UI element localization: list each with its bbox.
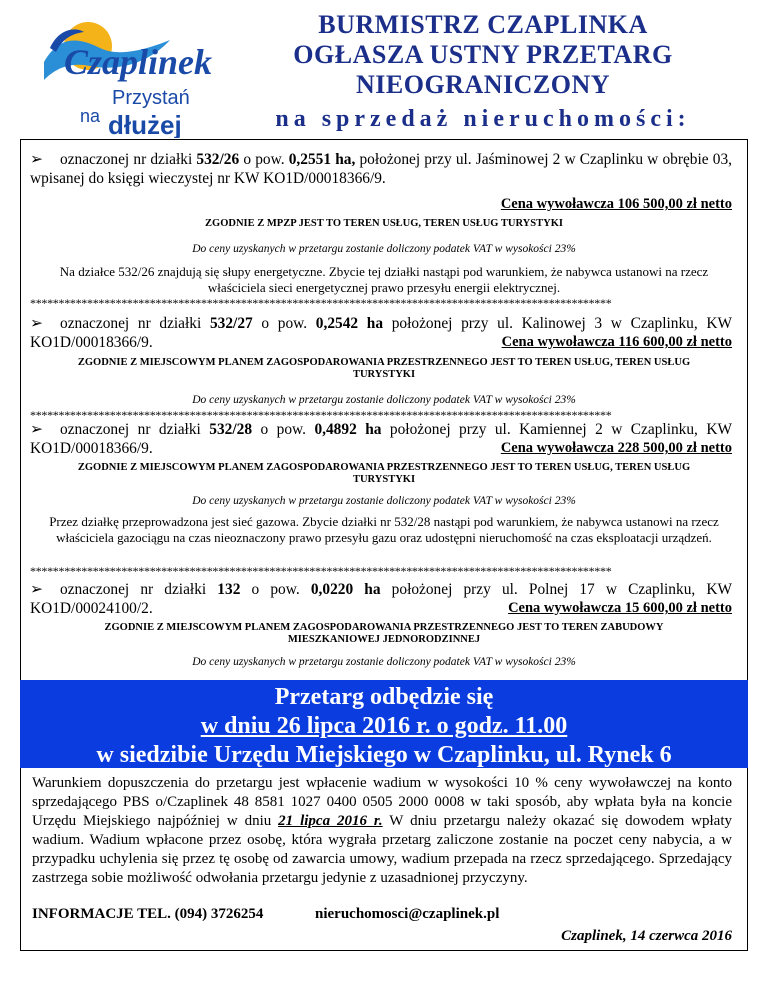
- vat-note: Do ceny uzyskanych w przetargu zostanie doliczony podatek VAT w wysokości 23%: [192, 656, 576, 668]
- starting-price: Cena wywoławcza 15 600,00 zł netto: [508, 600, 732, 616]
- svg-text:na: na: [80, 106, 101, 126]
- property-item-1: ➢ oznaczonej nr działki 532/26 o pow. 0,2551 ha, położonej przy ul. Jaśminowej 2 w Czaplinku w obrębie 03, wpisanej do księgi wieczystej nr KW KO1D/00018366/9.: [30, 151, 732, 187]
- banner-date: w dniu 26 lipca 2016 r. o godz. 11.00: [200, 713, 568, 739]
- plot-remark: Przez działkę przeprowadzona jest sieć gazowa. Zbycie działki nr 532/28 nastąpi pod warunkiem, że nabywca ustanowi na rzecz właściciela gazociągu na czas nieoznaczony prawo przesyłu gazu oraz udostępni nieruchomość na czas eksploatacji urządzeń.: [49, 514, 719, 545]
- separator: ******************************************************************************************************: [30, 566, 612, 576]
- deposit-deadline: 21 lipca 2016 r.: [278, 813, 383, 829]
- separator: ******************************************************************************************************: [30, 410, 612, 420]
- banner-location: w siedzibie Urzędu Miejskiego w Czaplinku, ul. Rynek 6: [96, 742, 672, 768]
- zoning-note: ZGODNIE Z MIEJSCOWYM PLANEM ZAGOSPODAROWANIA PRZESTRZENNEGO JEST TO TEREN ZABUDOWY MIESZKANIOWEJ JEDNORODZINNEJ: [104, 622, 664, 645]
- zoning-note: ZGODNIE Z MIEJSCOWYM PLANEM ZAGOSPODAROWANIA PRZESTRZENNEGO JEST TO TEREN USŁUG, TEREN USŁUG TURYSTYKI: [77, 357, 691, 380]
- contact-phone: INFORMACJE TEL. (094) 3726254: [32, 906, 264, 922]
- czaplinek-logo: [40, 18, 230, 138]
- vat-note: Do ceny uzyskanych w przetargu zostanie doliczony podatek VAT w wysokości 23%: [192, 495, 576, 507]
- logo-town-name: Czaplinek: [64, 42, 213, 82]
- heading-line-2: OGŁASZA USTNY PRZETARG: [293, 40, 673, 69]
- svg-text:dłużej: dłużej: [108, 110, 182, 138]
- vat-note: Do ceny uzyskanych w przetargu zostanie doliczony podatek VAT w wysokości 23%: [192, 243, 576, 255]
- zoning-note: ZGODNIE Z MIEJSCOWYM PLANEM ZAGOSPODAROWANIA PRZESTRZENNEGO JEST TO TEREN USŁUG, TEREN USŁUG TURYSTYKI: [77, 462, 691, 485]
- auction-date-banner: [20, 680, 748, 768]
- starting-price: Cena wywoławcza 106 500,00 zł netto: [500, 196, 732, 212]
- arrow-bullet-icon: ➢: [30, 151, 43, 168]
- arrow-bullet-icon: ➢: [30, 315, 43, 332]
- starting-price: Cena wywoławcza 116 600,00 zł netto: [501, 334, 732, 350]
- deposit-conditions: Warunkiem dopuszczenia do przetargu jest wpłacenie wadium w wysokości 10 % ceny wywoławczej na konto sprzedającego PBS o/Czaplinek 48 8581 1027 0400 0505 2000 0008 w taki sposób, aby wpłata była na koncie Urzędu Miejskiego najpóźniej w dniu 21 lipca 2016 r. W dniu przetargu należy okazać się dowodem wpłaty wadium. Wadium wpłacone przez osobę, która wygrała przetarg zaliczone zostanie na poczet ceny nabycia, a w przypadku uchylenia się przez tę osobę od zawarcia umowy, wadium przepada na rzecz sprzedającego. Sprzedający zastrzega sobie możliwość odwołania przetargu jedynie z uzasadnionej przyczyny.: [32, 775, 732, 886]
- arrow-bullet-icon: ➢: [30, 421, 43, 438]
- heading-line-3: NIEOGRANICZONY: [355, 70, 611, 99]
- contact-email[interactable]: nieruchomosci@czaplinek.pl: [315, 906, 500, 922]
- heading-subtitle: na sprzedaż nieruchomości:: [275, 106, 691, 132]
- plot-remark: Na działce 532/26 znajdują się słupy energetyczne. Zbycie tej działki nastąpi pod warunkiem, że nabywca ustanowi na rzecz właściciela sieci energetycznej prawo przesyłu energii elektrycznej.: [59, 264, 709, 295]
- property-item-4: ➢ oznaczonej nr działki 132 o pow. 0,0220 ha położonej przy ul. Polnej 17 w Czaplinku, KW KO1D/00024100/2.: [30, 581, 732, 617]
- separator: ******************************************************************************************************: [30, 298, 612, 308]
- vat-note: Do ceny uzyskanych w przetargu zostanie doliczony podatek VAT w wysokości 23%: [192, 394, 576, 406]
- heading-line-1: BURMISTRZ CZAPLINKA: [318, 10, 648, 39]
- svg-text:Przystań: Przystań: [112, 87, 190, 109]
- property-item-2: ➢ oznaczonej nr działki 532/27 o pow. 0,2542 ha położonej przy ul. Kalinowej 3 w Czaplinku, KW KO1D/00018366/9.: [30, 315, 732, 351]
- announcement-heading: [238, 10, 728, 134]
- arrow-bullet-icon: ➢: [30, 581, 43, 598]
- place-and-date: Czaplinek, 14 czerwca 2016: [561, 928, 732, 944]
- property-item-3: ➢ oznaczonej nr działki 532/28 o pow. 0,4892 ha położonej przy ul. Kamiennej 2 w Czaplinku, KW KO1D/00018366/9.: [30, 421, 732, 457]
- banner-line-1: Przetarg odbędzie się: [274, 684, 494, 710]
- zoning-note: ZGODNIE Z MPZP JEST TO TEREN USŁUG, TEREN USŁUG TURYSTYKI: [205, 218, 563, 229]
- starting-price: Cena wywoławcza 228 500,00 zł netto: [500, 440, 732, 456]
